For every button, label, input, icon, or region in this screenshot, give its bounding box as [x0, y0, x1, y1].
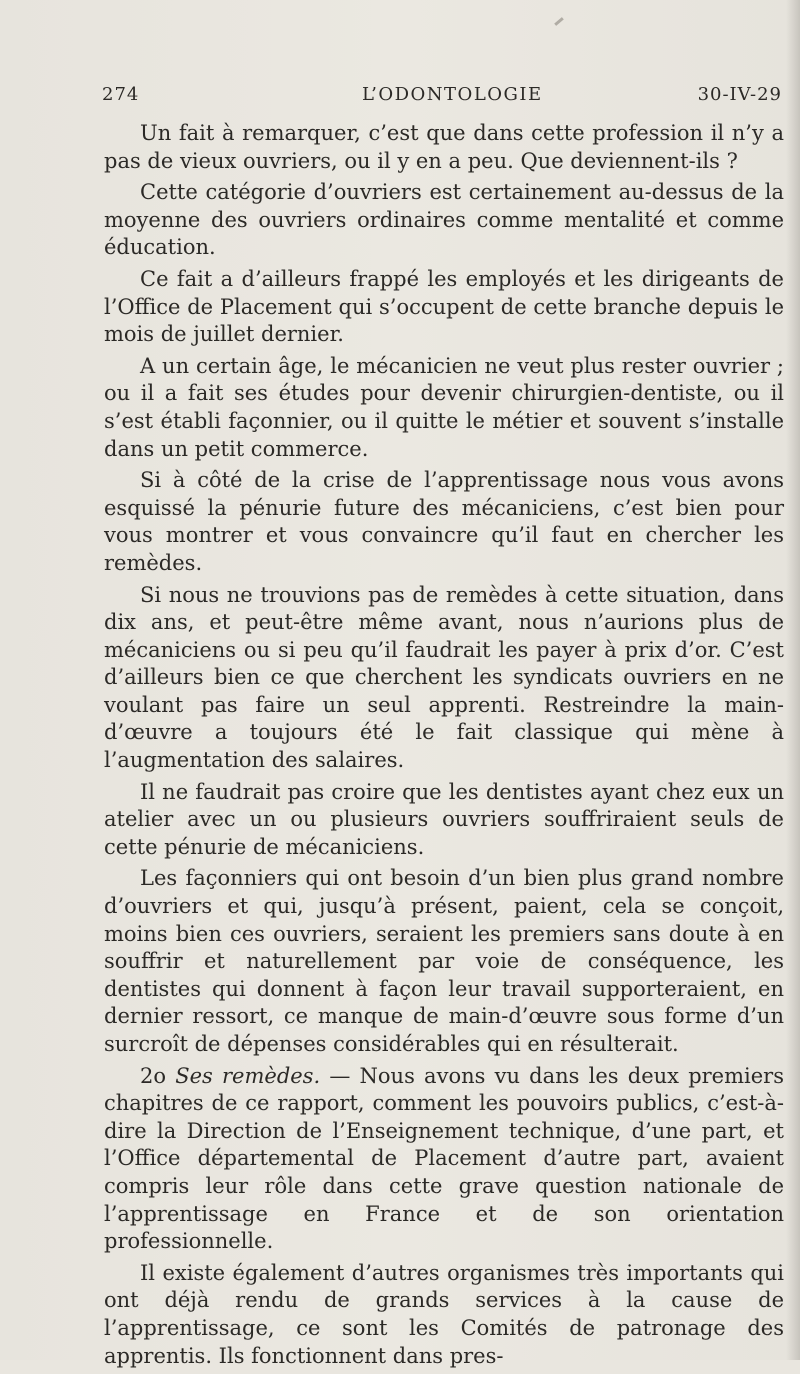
paragraph: Il ne faudrait pas croire que les dentistes ayant chez eux un atelier avec un ou plusieurs ouvriers souffriraient seuls de cette pénurie de mécaniciens.: [104, 779, 784, 859]
section-paragraph: [104, 1063, 784, 1256]
paragraph: Si à côté de la crise de l’apprentissage nous vous avons esquissé la pénurie future des mécaniciens, c’est bien pour vous montrer et vous convaincre qu’il faut en chercher les remèdes.: [104, 468, 784, 575]
ink-mark: [554, 17, 564, 26]
running-title: L’ODONTOLOGIE: [362, 84, 543, 105]
section-text: — Nous avons vu dans les deux premiers chapitres de ce rapport, comment les pouvoirs publics, c’est-à-dire la Direction de l’Enseignement technique, d’une part, et l’Office départemental de Placement d’autre part, avaient compris leur rôle dans cette grave question nationale de l’apprentissage en France et de son orientation professionnelle.: [104, 1063, 784, 1254]
running-header: [102, 84, 782, 114]
body-text: [104, 120, 784, 1374]
paragraph: Si nous ne trouvions pas de remèdes à cette situation, dans dix ans, et peut-être même avant, nous n’aurions plus de mécaniciens ou si peu qu’il faudrait les payer à prix d’or. C’est d’ailleurs bien ce que cherchent les syndicats ouvriers en ne voulant pas faire un seul apprenti. Restreindre la main-d’œuvre a toujours été le fait classique qui mène à l’augmentation des salaires.: [104, 582, 784, 773]
page-spine-shadow: [786, 0, 800, 1360]
page-number: 274: [102, 84, 140, 105]
section-heading: Ses remèdes.: [175, 1063, 321, 1088]
paragraph: Il existe également d’autres organismes très importants qui ont déjà rendu de grands services à la cause de l’apprentissage, ce sont les Comités de patronage des apprentis. Ils fonctionnent dans pres-: [104, 1260, 784, 1368]
issue-date: 30-IV-29: [697, 84, 782, 105]
paragraph: A un certain âge, le mécanicien ne veut plus rester ouvrier ; ou il a fait ses études pour devenir chirurgien-dentiste, ou il s’est établi façonnier, ou il quitte le métier et souvent s’installe dans un petit commerce.: [104, 353, 784, 461]
paragraph: Cette catégorie d’ouvriers est certainement au-dessus de la moyenne des ouvriers ordinaires comme mentalité et comme éducation.: [104, 180, 784, 260]
paragraph: Un fait à remarquer, c’est que dans cette profession il n’y a pas de vieux ouvriers, ou il y en a peu. Que deviennent-ils ?: [104, 121, 784, 173]
section-number: 2o: [140, 1063, 167, 1088]
paragraph: Les façonniers qui ont besoin d’un bien plus grand nombre d’ouvriers et qui, jusqu’à présent, paient, cela se conçoit, moins bien ces ouvriers, seraient les premiers sans doute à en souffrir et naturellement par voie de conséquence, les dentistes qui donnent à façon leur travail supporteraient, en dernier ressort, ce manque de main-d’œuvre sous forme d’un surcroît de dépenses considérables qui en résulterait.: [104, 866, 784, 1056]
paragraph: Ce fait a d’ailleurs frappé les employés et les dirigeants de l’Office de Placement qui s’occupent de cette branche depuis le mois de juillet dernier.: [104, 266, 784, 347]
